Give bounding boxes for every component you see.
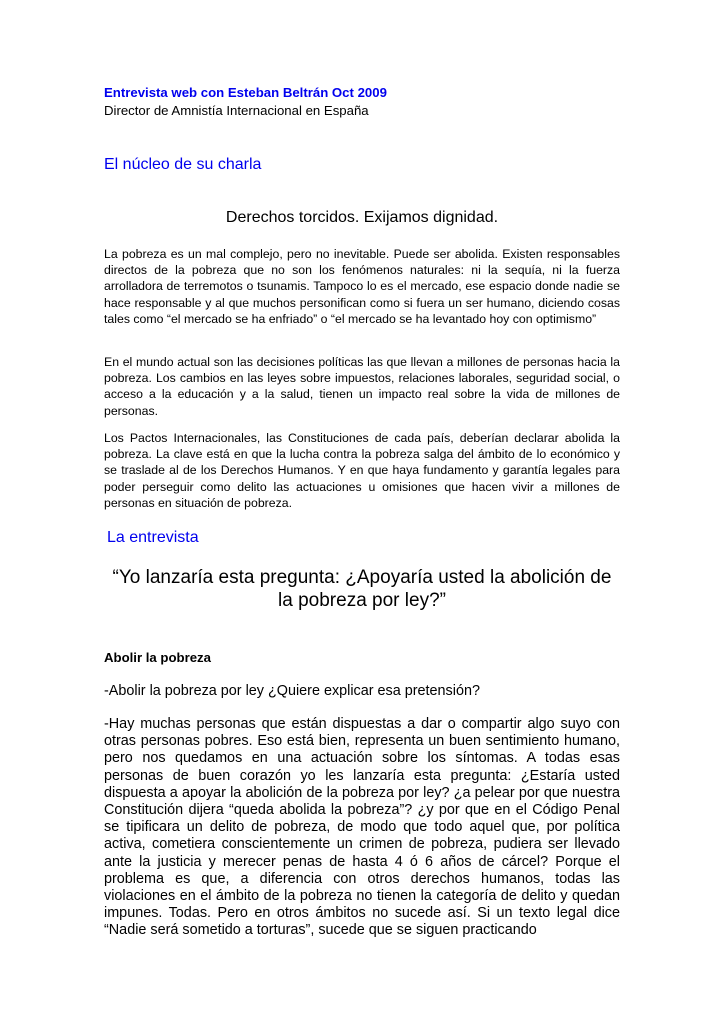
talk-paragraph-3: Los Pactos Internacionales, las Constituciones de cada país, deberían declarar abolida la pobreza. La clave está en que la lucha contra la pobreza salga del ámbito de lo económico y se traslade al de los Derechos Humanos. Y en que haya fundamento y garantía legales para poder perseguir como delito las actuaciones u omisiones que hacen vivir a millones de personas en situación de pobreza. [104, 431, 620, 510]
document-subtitle: Director de Amnistía Internacional en España [104, 103, 369, 118]
talk-title: Derechos torcidos. Exijamos dignidad. [225, 209, 499, 226]
talk-paragraph-2: En el mundo actual son las decisiones políticas las que llevan a millones de personas hacia la pobreza. Los cambios en las leyes sobre impuestos, relaciones laborales, seguridad social, o acceso a la educación y a la salud, tienen un impacto real sobre la vida de millones de personas. [104, 355, 620, 418]
document-title: Entrevista web con Esteban Beltrán Oct 2009 [104, 85, 387, 100]
interview-subheading: Abolir la pobreza [104, 650, 211, 665]
interview-quote: “Yo lanzaría esta pregunta: ¿Apoyaría usted la abolición de la pobreza por ley?” [112, 567, 612, 611]
section-heading-interview: La entrevista [107, 529, 199, 546]
section-heading-talk: El núcleo de su charla [104, 156, 262, 173]
talk-paragraph-1: La pobreza es un mal complejo, pero no inevitable. Puede ser abolida. Existen responsables directos de la pobreza que no son los fenómenos naturales: ni la sequía, ni la fuerza arrolladora de terremotos o tsunamis. Tampoco lo es el mercado, ese espacio donde nadie se hace responsable y al que muchos personifican como si fuera un ser humano, diciendo cosas tales como “el mercado se ha enfriado” o “el mercado se ha levantado hoy con optimismo” [104, 247, 620, 326]
interview-question: -Abolir la pobreza por ley ¿Quiere explicar esa pretensión? [104, 683, 480, 699]
interview-answer: -Hay muchas personas que están dispuestas a dar o compartir algo suyo con otras personas pobres. Eso está bien, representa un buen sentimiento humano, pero nos quedamos en una actuación sobre los síntomas. A todas esas personas de buen corazón yo les lanzaría esta pregunta: ¿Estaría usted dispuesta a apoyar la abolición de la pobreza por ley? ¿a pelear por que nuestra Constitución dijera “queda abolida la pobreza”? ¿y por que en el Código Penal se tipificara un delito de pobreza, de modo que todo aquel que, por política activa, cometiera conscientemente un crimen de pobreza, pudiera ser llevado ante la justicia y merecer penas de hasta 4 ó 6 años de cárcel? Porque el problema es que, a diferencia con otros derechos humanos, todas las violaciones en el ámbito de la pobreza no tienen la categoría de delito y quedan impunes. Todas. Pero en otros ámbitos no sucede así. Si un texto legal dice “Nadie será sometido a torturas”, sucede que se siguen practicando [104, 716, 620, 939]
